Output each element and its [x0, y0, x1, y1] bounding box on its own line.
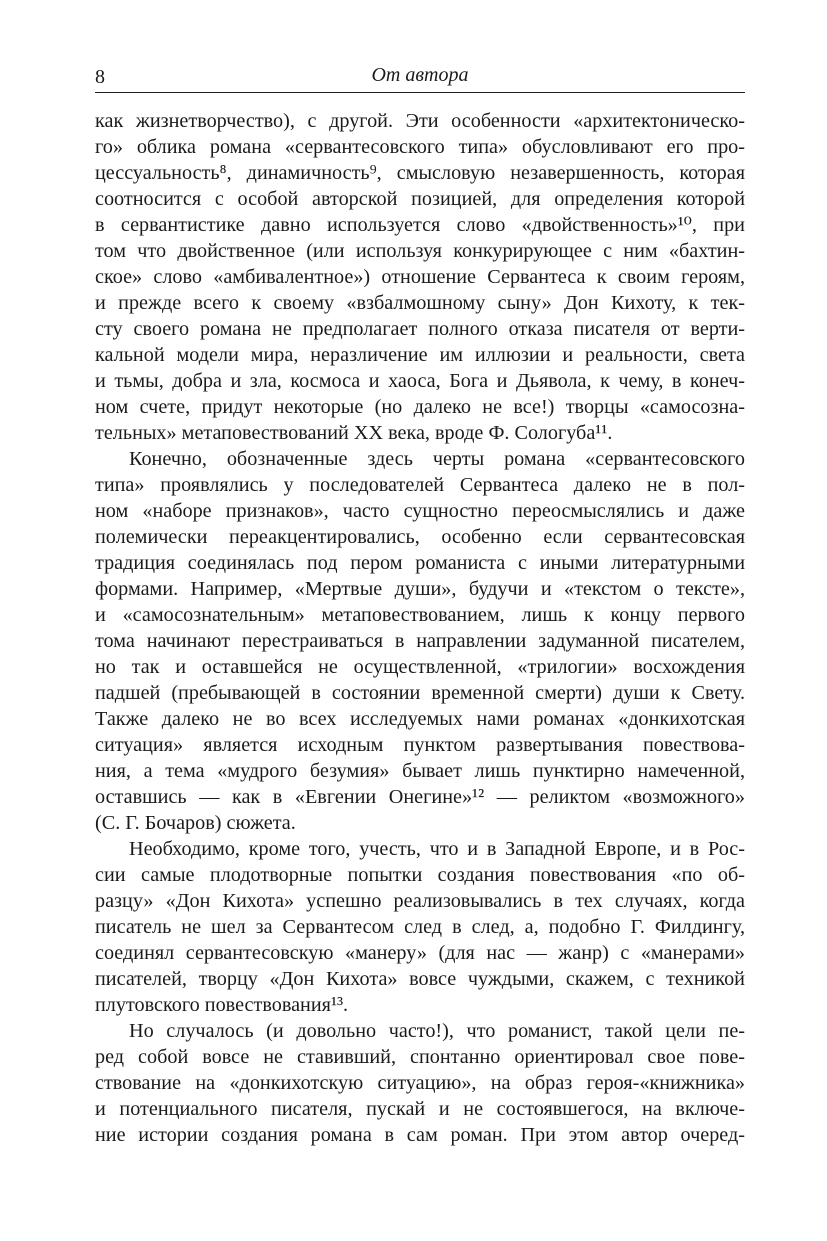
body-text — [95, 108, 745, 1148]
text-line: писатель не шел за Сервантесом след в след, а, подобно Г. Филдингу, — [95, 916, 745, 938]
text-line: полемически переакцентировались, особенно если сервантесовская — [95, 526, 745, 548]
text-line: и прежде всего к своему «взбалмошному сыну» Дон Кихоту, к тек- — [95, 292, 745, 314]
text-line: ред собой вовсе не ставивший, спонтанно ориентировал свое пове- — [95, 1046, 745, 1068]
text-line: плутовского повествования¹³. — [95, 994, 349, 1016]
text-line: ствование на «донкихотскую ситуацию», на образ героя-«книжника» — [95, 1072, 745, 1094]
running-header — [95, 62, 745, 93]
running-title: От автора — [371, 64, 469, 86]
paragraph-4 — [95, 1018, 745, 1148]
text-line: сту своего романа не предполагает полного отказа писателя от верти- — [95, 318, 745, 340]
text-line: формами. Например, «Мертвые души», будучи и «текстом о тексте», — [95, 578, 745, 600]
text-line: в сервантистике давно используется слово «двойственность»¹⁰, при — [95, 214, 745, 236]
text-line: сии самые плодотворные попытки создания повествования «по об- — [95, 864, 745, 886]
page-number: 8 — [95, 66, 105, 88]
text-line: писателей, творцу «Дон Кихота» вовсе чуждыми, скажем, с техникой — [95, 968, 745, 990]
text-line: оставшись — как в «Евгении Онегине»¹² — реликтом «возможного» — [95, 786, 745, 808]
paragraph-1 — [95, 108, 745, 446]
text-line: и «самосознательным» метаповествованием, лишь к концу первого — [95, 604, 745, 626]
text-line: ном счете, придут некоторые (но далеко не все!) творцы «самосозна- — [95, 396, 745, 418]
text-line: Но случалось (и довольно часто!), что романист, такой цели пе- — [129, 1020, 745, 1042]
text-line: разцу» «Дон Кихота» успешно реализовывались в тех случаях, когда — [95, 890, 745, 912]
text-line: Необходимо, кроме того, учесть, что и в Западной Европе, и в Рос- — [129, 838, 745, 860]
text-line: цессуальность⁸, динамичность⁹, смысловую незавершенность, которая — [95, 162, 745, 184]
text-line: и тьмы, добра и зла, космоса и хаоса, Бога и Дьявола, к чему, в конеч- — [95, 370, 745, 392]
text-line: го» облика романа «сервантесовского типа» обусловливают его про- — [95, 136, 745, 158]
text-line: Конечно, обозначенные здесь черты романа «сервантесовского — [129, 448, 745, 470]
text-line: ние истории создания романа в сам роман. При этом автор очеред- — [95, 1124, 745, 1146]
text-line: том что двойственное (или используя конкурирующее с ним «бахтин- — [95, 240, 745, 262]
text-line: Также далеко не во всех исследуемых нами романах «донкихотская — [95, 708, 745, 730]
paragraph-2 — [95, 446, 745, 836]
text-line: как жизнетворчество), с другой. Эти особенности «архитектоническо- — [95, 110, 745, 132]
text-line: кальной модели мира, неразличение им иллюзии и реальности, света — [95, 344, 745, 366]
text-line: ское» слово «амбивалентное») отношение Сервантеса к своим героям, — [95, 266, 745, 288]
text-line: но так и оставшейся не осуществленной, «трилогии» восхождения — [95, 656, 745, 678]
text-line: соотносится с особой авторской позицией, для определения которой — [95, 188, 745, 210]
text-line: соединял сервантесовскую «манеру» (для нас — жанр) с «манерами» — [95, 942, 745, 964]
text-line: ния, а тема «мудрого безумия» бывает лишь пунктирно намеченной, — [95, 760, 745, 782]
text-line: (С. Г. Бочаров) сюжета. — [95, 812, 296, 834]
text-line: падшей (пребывающей в состоянии временной смерти) души к Свету. — [95, 682, 745, 704]
text-line: тельных» метаповествований XX века, вроде Ф. Сологуба¹¹. — [95, 422, 613, 444]
text-line: и потенциального писателя, пускай и не состоявшегося, на включе- — [95, 1098, 745, 1120]
text-line: ситуация» является исходным пунктом развертывания повествова- — [95, 734, 745, 756]
text-line: типа» проявлялись у последователей Сервантеса далеко не в пол- — [95, 474, 745, 496]
text-line: тома начинают перестраиваться в направлении задуманной писателем, — [95, 630, 745, 652]
text-line: ном «наборе признаков», часто сущностно переосмыслялись и даже — [95, 500, 745, 522]
text-line: традиция соединялась под пером романиста с иными литературными — [95, 552, 745, 574]
paragraph-3 — [95, 836, 745, 1018]
